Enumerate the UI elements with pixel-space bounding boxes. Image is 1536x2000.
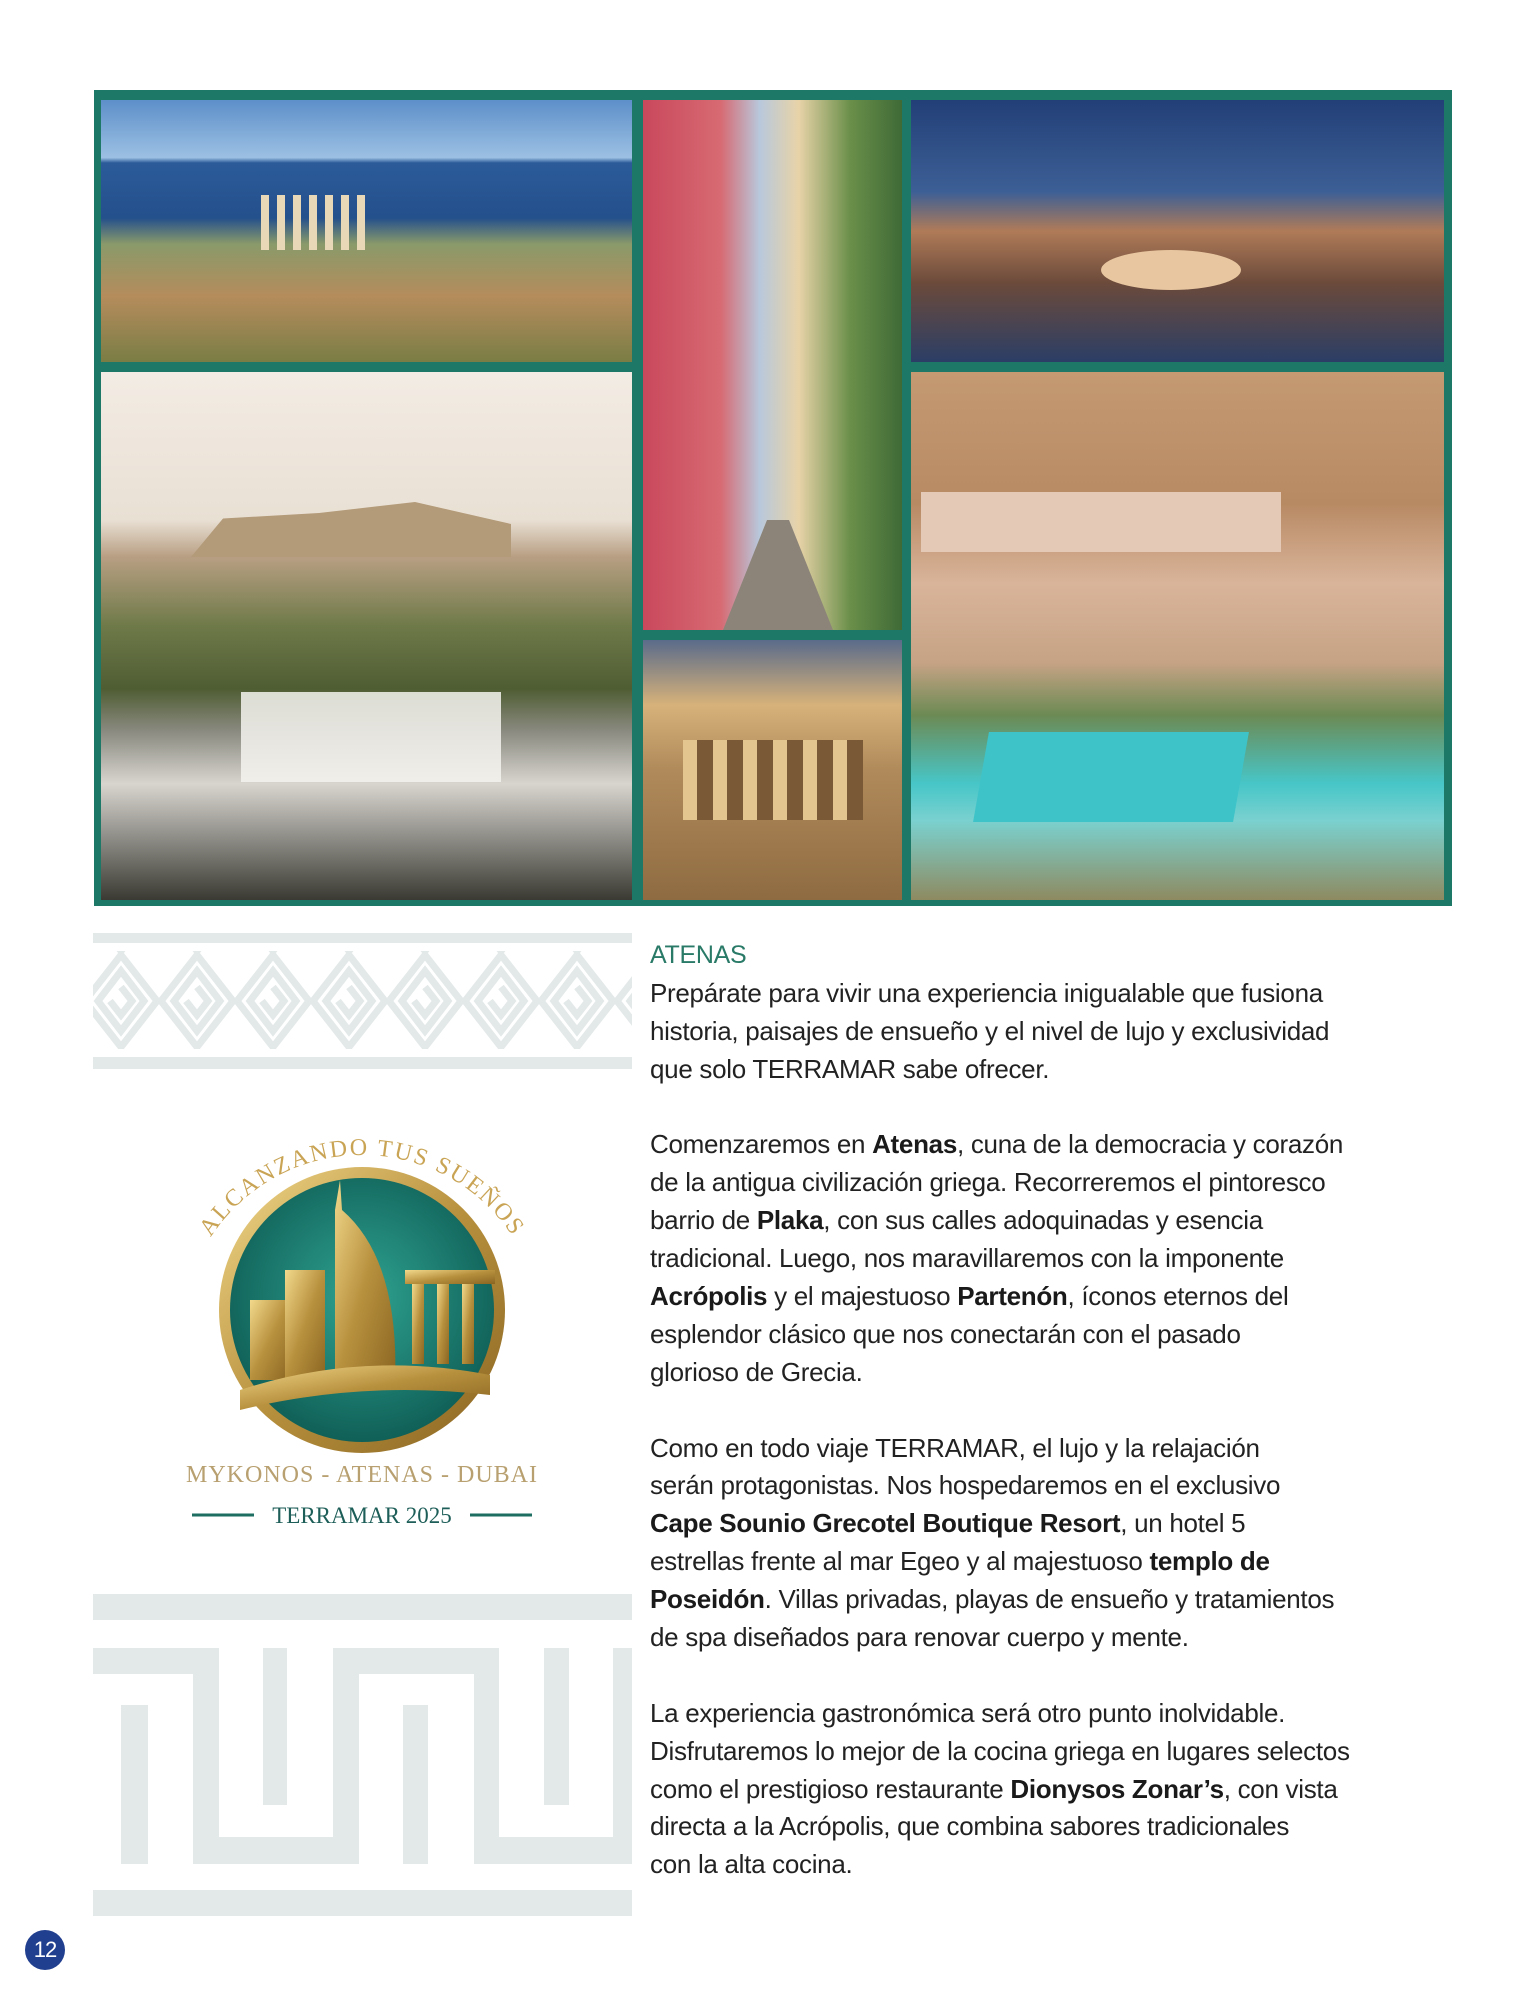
bold-highlight: Plaka (756, 1205, 824, 1236)
body-line (650, 1733, 1470, 1771)
body-text-segment: de spa diseñados para renovar cuerpo y mente. (650, 1622, 1189, 1653)
bold-highlight: templo de (1149, 1546, 1270, 1577)
body-text-segment: Prepárate para vivir una experiencia inigualable que fusiona (650, 977, 1323, 1008)
body-line (650, 1808, 1470, 1846)
restaurant-tables (241, 692, 501, 782)
body-line (650, 1505, 1470, 1543)
page-number-badge: 12 (25, 1930, 65, 1970)
body-text-segment: historia, paisajes de ensueño y el nivel de lujo y exclusividad (650, 1015, 1330, 1046)
body-line (650, 1543, 1470, 1581)
body-line (650, 1771, 1470, 1809)
body-text-segment: , un hotel 5 (1120, 1508, 1246, 1539)
body-line (650, 1051, 1470, 1089)
body-text-segment: La experiencia gastronómica será otro punto inolvidable. (650, 1697, 1286, 1728)
body-text-segment: y el majestuoso (767, 1281, 958, 1312)
article-body (650, 937, 1470, 1884)
body-text-segment: . Villas privadas, playas de ensueño y tratamientos (764, 1584, 1335, 1615)
body-line (650, 1467, 1470, 1505)
body-line (650, 1202, 1470, 1240)
cobblestone-street (723, 520, 833, 630)
body-line (650, 1846, 1470, 1884)
logo-arc-text: ALCANZANDO TUS SUEÑOS (194, 1134, 530, 1241)
photo-resort-terrace-fountains (911, 100, 1444, 362)
body-text-segment: estrellas frente al mar Egeo y al majestuoso (650, 1546, 1150, 1577)
section-heading: ATENAS (650, 941, 747, 969)
terramar-2025-logo (150, 1120, 575, 1540)
body-text-segment: , con vista (1223, 1773, 1338, 1804)
logo-brand: TERRAMAR 2025 (272, 1503, 452, 1528)
photo-restaurant-acropolis-view (101, 372, 632, 900)
temple-columns (261, 195, 371, 250)
photo-caryatids-erechtheion (643, 640, 902, 900)
paragraph-spacer (650, 1089, 1470, 1127)
body-line (650, 1316, 1470, 1354)
body-text-segment: tradicional. Luego, nos maravillaremos con la imponente (650, 1243, 1284, 1274)
bold-highlight: Atenas (872, 1129, 957, 1160)
body-text-segment: , íconos eternos del (1067, 1281, 1289, 1312)
photo-temple-of-poseidon-sounion (101, 100, 632, 362)
body-text-segment: de la antigua civilización griega. Recorreremos el pintoresco (650, 1167, 1326, 1198)
body-text-segment: Disfrutaremos lo mejor de la cocina griega en lugares selectos (650, 1735, 1350, 1766)
body-line (650, 1126, 1470, 1164)
caryatid-columns (683, 740, 863, 820)
bold-highlight: Dionysos Zonar’s (1010, 1773, 1224, 1804)
body-line (650, 1278, 1470, 1316)
bold-highlight: Cape Sounio Grecotel Boutique Resort (650, 1508, 1121, 1539)
body-line (650, 1430, 1470, 1468)
body-text-segment: que solo TERRAMAR sabe ofrecer. (650, 1053, 1050, 1084)
body-text-segment: directa a la Acrópolis, que combina sabores tradicionales (650, 1811, 1290, 1842)
photo-plaka-street (643, 100, 902, 630)
fountain-bowl (1101, 250, 1241, 290)
body-line (650, 1164, 1470, 1202)
body-line (650, 1354, 1470, 1392)
body-line (650, 1695, 1470, 1733)
body-text-segment: serán protagonistas. Nos hospedaremos en el exclusivo (650, 1470, 1281, 1501)
paragraph-spacer (650, 1392, 1470, 1430)
logo-destinations: MYKONOS - ATENAS - DUBAI (185, 1462, 539, 1488)
body-line (650, 1013, 1470, 1051)
bold-highlight: Partenón (957, 1281, 1068, 1312)
body-text-segment: con la alta cocina. (650, 1849, 853, 1880)
body-text-segment: glorioso de Grecia. (650, 1356, 863, 1387)
body-line (650, 975, 1470, 1013)
bold-highlight: Poseidón (650, 1584, 765, 1615)
body-line (650, 1240, 1470, 1278)
greek-key-band-top (93, 933, 632, 1069)
body-text-segment: Comenzaremos en (650, 1129, 873, 1160)
photo-cape-sounio-resort-aerial (911, 372, 1444, 900)
body-text-segment: Como en todo viaje TERRAMAR, el lujo y la relajación (650, 1432, 1260, 1463)
photo-collage (94, 90, 1452, 906)
bold-highlight: Acrópolis (650, 1281, 768, 1312)
body-text-segment: esplendor clásico que nos conectarán con el pasado (650, 1318, 1241, 1349)
body-text-segment: barrio de (650, 1205, 757, 1236)
body-text-segment: como el prestigioso restaurante (650, 1773, 1011, 1804)
resort-building (921, 492, 1281, 552)
acropolis-silhouette (191, 502, 511, 557)
swimming-pool (973, 732, 1249, 822)
body-line (650, 1619, 1470, 1657)
body-text-segment: , con sus calles adoquinadas y esencia (823, 1205, 1263, 1236)
paragraph-spacer (650, 1657, 1470, 1695)
body-text-segment: , cuna de la democracia y corazón (956, 1129, 1344, 1160)
body-line (650, 1581, 1470, 1619)
